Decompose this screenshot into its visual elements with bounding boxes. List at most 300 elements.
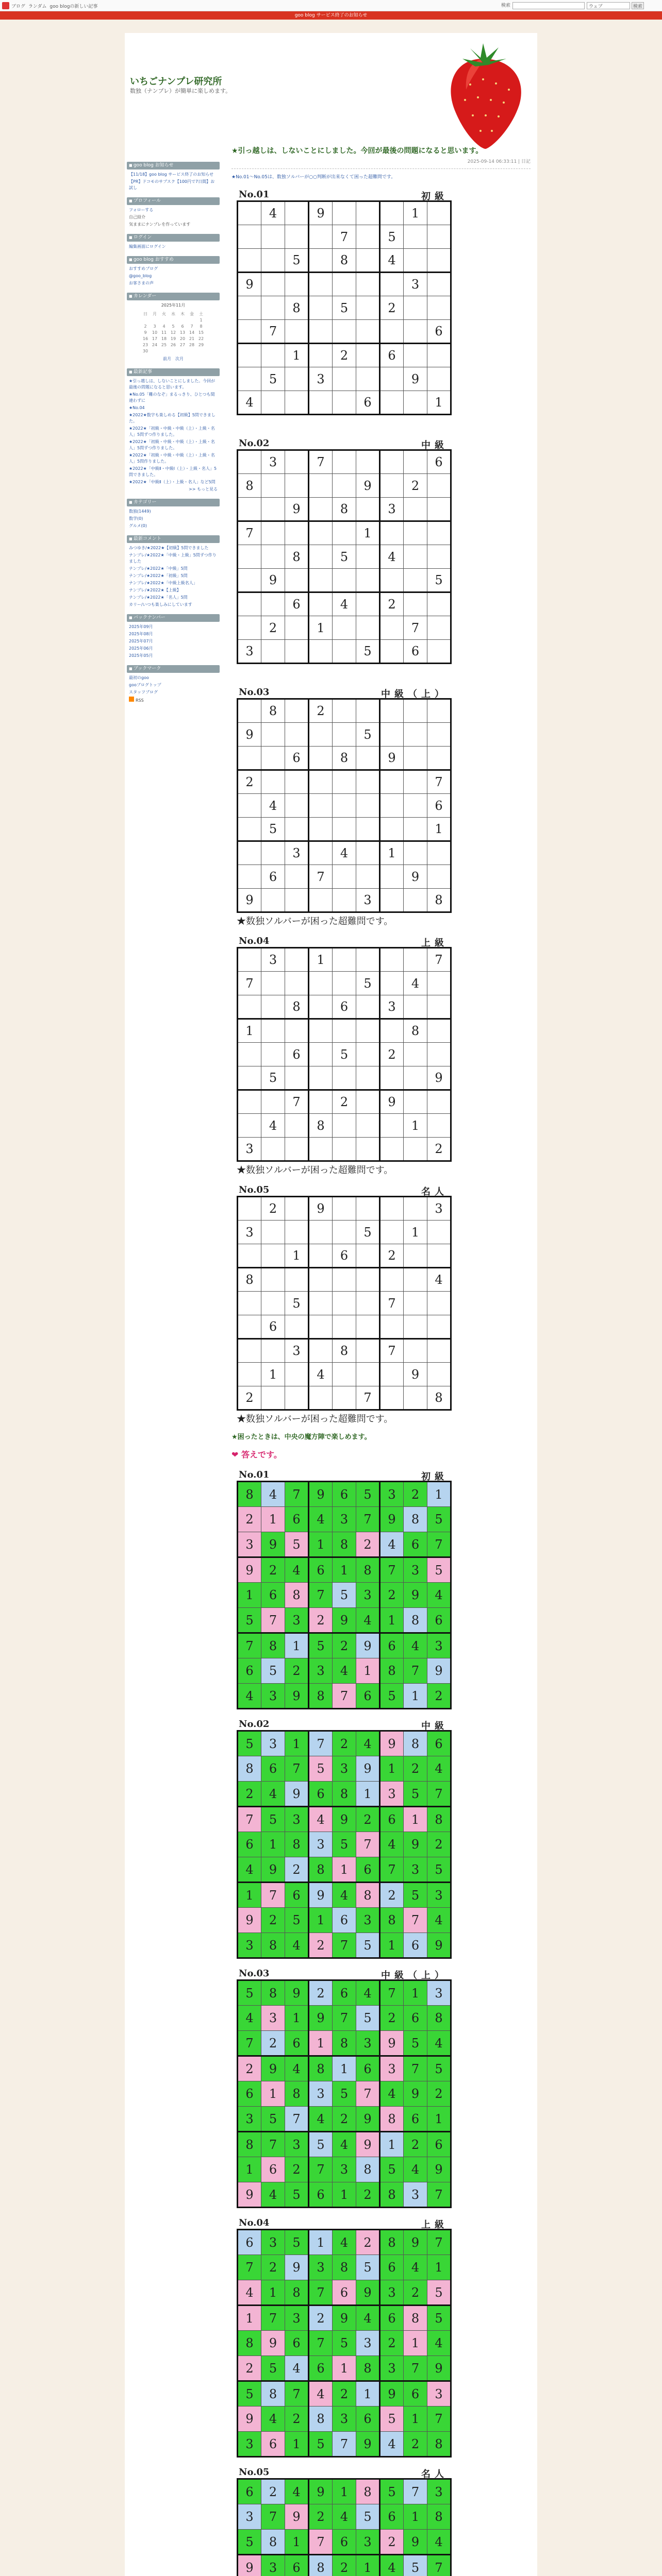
notice-item[interactable]: 【PR】ドコモのサブスク【100円で7日間】お試し	[129, 179, 215, 190]
sudoku-cell: 1	[285, 2432, 309, 2457]
sudoku-cell	[333, 818, 356, 841]
sudoku-cell: 3	[238, 640, 261, 664]
recent-more-link[interactable]: >> もっと見る	[189, 487, 218, 492]
sudoku-cell: 9	[309, 2479, 333, 2504]
sidebar-list-item[interactable]: 数独(1449)	[129, 509, 151, 514]
calendar-day: 25	[161, 342, 167, 347]
sudoku-cell: 1	[380, 841, 404, 865]
sudoku-cell: 5	[356, 1933, 380, 1958]
sudoku-cell: 9	[309, 1883, 333, 1908]
sudoku-cell: 6	[404, 2006, 427, 2031]
puzzle-number: No.03	[239, 687, 270, 698]
sudoku-cell	[404, 1386, 427, 1410]
sudoku-cell: 9	[238, 2406, 261, 2432]
answer-grid	[237, 2478, 452, 2576]
sudoku-cell: 3	[309, 1832, 333, 1857]
sudoku-cell	[333, 201, 356, 225]
sidebar-list-item[interactable]: カリー/いつも楽しみにしています	[129, 602, 192, 607]
sudoku-cell: 8	[285, 2081, 309, 2107]
sudoku-cell	[356, 995, 380, 1019]
calendar-day: 14	[189, 330, 195, 335]
sudoku-cell	[261, 640, 285, 664]
sudoku-cell: 8	[380, 1658, 404, 1684]
sudoku-cell	[285, 972, 309, 995]
sudoku-cell: 8	[427, 1386, 451, 1410]
sudoku-cell: 5	[261, 2356, 285, 2381]
sudoku-cell: 3	[427, 1197, 451, 1221]
sudoku-cell	[261, 1292, 285, 1315]
sidebar-list-item[interactable]: みつゆき/★2022★【初級】5問できました	[129, 546, 209, 550]
sidebar-list-item[interactable]: ★No.04	[129, 405, 145, 410]
sudoku-cell	[356, 225, 380, 249]
sudoku-cell: 4	[427, 1583, 451, 1608]
sudoku-cell: 9	[356, 2280, 380, 2306]
sudoku-cell	[333, 1066, 356, 1090]
sudoku-cell: 2	[380, 2006, 404, 2031]
sudoku-cell: 7	[309, 2157, 333, 2182]
sidebar-list-item[interactable]: ナンプレ/★2022★【上級】	[129, 588, 181, 592]
sudoku-cell	[285, 474, 309, 498]
search-button[interactable]: 検索	[632, 2, 644, 9]
sudoku-cell: 4	[309, 2381, 333, 2406]
sudoku-cell: 5	[309, 2132, 333, 2157]
sudoku-cell: 7	[380, 1980, 404, 2006]
sidebar-list-item[interactable]: グルメ(0)	[129, 523, 147, 528]
sudoku-cell	[309, 273, 333, 296]
sudoku-cell: 8	[285, 1583, 309, 1608]
sudoku-cell: 4	[285, 2479, 309, 2504]
sudoku-cell	[285, 569, 309, 592]
sudoku-cell: 5	[285, 2230, 309, 2255]
sudoku-cell: 5	[285, 249, 309, 273]
sudoku-cell	[380, 818, 404, 841]
sudoku-cell	[333, 1221, 356, 1244]
sudoku-cell	[404, 1090, 427, 1114]
sidebar-recommend	[127, 256, 220, 286]
sudoku-cell: 3	[380, 2356, 404, 2381]
sudoku-cell	[285, 699, 309, 723]
sudoku-cell: 1	[404, 1114, 427, 1138]
sudoku-cell: 2	[356, 1532, 380, 1557]
sudoku-cell	[380, 865, 404, 889]
sidebar-list-item[interactable]: 数学(0)	[129, 516, 143, 521]
calendar-day: 16	[142, 336, 148, 341]
post-date: 2025-09-14 06:33:11 | 日記	[467, 159, 531, 164]
sudoku-cell: 6	[285, 2031, 309, 2056]
search-input[interactable]	[512, 2, 585, 9]
sidebar-list-item[interactable]: ★2022★「中級Ⅱ・中級Ⅰ（上）・上級・名人」5問できました。	[129, 466, 217, 477]
sudoku-cell: 1	[356, 521, 380, 545]
sudoku-cell	[356, 1268, 380, 1292]
sudoku-cell: 3	[356, 1908, 380, 1933]
site-title[interactable]: いちごナンプレ研究所	[130, 76, 222, 87]
sidebar-list-item[interactable]: 2025年06月	[129, 646, 153, 651]
sudoku-cell: 4	[285, 1933, 309, 1958]
rss-link[interactable]	[129, 697, 218, 704]
sudoku-cell	[309, 391, 333, 415]
sudoku-cell: 8	[427, 2006, 451, 2031]
sidebar-list-item[interactable]: ナンプレ/★2022★「中級・上級」5問ずつ作りました	[129, 553, 217, 564]
sudoku-cell: 3	[309, 367, 333, 391]
sidebar-heading: ■ goo blog おすすめ	[127, 256, 220, 264]
sudoku-cell: 9	[261, 569, 285, 592]
sudoku-cell	[309, 1221, 333, 1244]
puzzle-level: 初級	[421, 191, 448, 202]
sudoku-cell	[404, 1315, 427, 1339]
sudoku-cell	[427, 841, 451, 865]
sudoku-cell: 4	[404, 2255, 427, 2280]
sudoku-cell: 8	[427, 889, 451, 912]
sudoku-cell	[356, 1066, 380, 1090]
sudoku-cell: 1	[380, 2132, 404, 2157]
sudoku-cell: 1	[261, 2280, 285, 2306]
sidebar-list-item[interactable]: ★2022★「初級・中級・中級（上）・上級・名人」5問ずつ作りました。	[129, 439, 215, 450]
calendar-day	[159, 348, 169, 354]
sudoku-cell: 3	[380, 498, 404, 521]
page	[125, 33, 537, 2576]
sidebar-list-item[interactable]: 2025年09月	[129, 624, 153, 629]
sudoku-cell: 3	[356, 2031, 380, 2056]
sudoku-cell: 5	[333, 2331, 356, 2356]
sudoku-cell: 1	[309, 2031, 333, 2056]
sudoku-cell: 2	[356, 2230, 380, 2255]
sidebar-list-item[interactable]: ナンプレ/★2022★「中級上級名人」	[129, 581, 197, 585]
calendar-next[interactable]: 次月	[175, 357, 184, 361]
sidebar-list-item[interactable]: ★2022★「中級Ⅱ（上）・上級・名人」など5問	[129, 480, 216, 484]
sudoku-cell: 8	[285, 296, 309, 320]
strawberry-image	[434, 38, 532, 151]
post-lead: ★No.01〜No.05は、数独ソルバーが○○判断が出来なくて困った超難問です。	[231, 168, 531, 180]
sudoku-cell: 3	[380, 1782, 404, 1807]
sudoku-cell	[404, 521, 427, 545]
sudoku-cell: 7	[238, 1633, 261, 1658]
sudoku-cell	[404, 770, 427, 794]
sudoku-cell	[238, 1066, 261, 1090]
sidebar-list-item[interactable]: 2025年07月	[129, 639, 153, 643]
sudoku-cell: 6	[356, 2056, 380, 2081]
top-link-new[interactable]: goo blogの新しい記事	[49, 4, 98, 9]
sudoku-cell: 4	[333, 592, 356, 616]
sudoku-cell: 9	[309, 1197, 333, 1221]
sudoku-cell: 9	[238, 1908, 261, 1933]
sudoku-cell: 7	[427, 948, 451, 972]
sudoku-cell: 5	[333, 1832, 356, 1857]
sudoku-cell: 3	[238, 1138, 261, 1161]
sudoku-cell: 9	[380, 1731, 404, 1756]
sudoku-cell: 8	[380, 2230, 404, 2255]
sudoku-cell: 3	[238, 2107, 261, 2132]
sudoku-cell: 9	[380, 747, 404, 770]
sudoku-cell	[404, 225, 427, 249]
sudoku-cell: 8	[356, 1557, 380, 1583]
sudoku-cell: 5	[261, 818, 285, 841]
sidebar-list-item[interactable]: 2025年05月	[129, 653, 153, 658]
sudoku-cell: 6	[427, 1608, 451, 1633]
sudoku-cell: 9	[404, 2230, 427, 2255]
sudoku-cell: 5	[356, 2006, 380, 2031]
calendar-day	[169, 317, 178, 323]
sudoku-cell: 4	[427, 1756, 451, 1782]
sudoku-cell: 1	[380, 1756, 404, 1782]
sudoku-cell	[261, 1019, 285, 1043]
sudoku-cell	[356, 320, 380, 344]
sudoku-cell	[404, 498, 427, 521]
answer-grid	[237, 1481, 452, 1709]
sudoku-cell: 3	[285, 1608, 309, 1633]
sudoku-cell: 1	[333, 2182, 356, 2208]
notice-item[interactable]: 【11/18】goo blog サービス終了のお知らせ	[129, 172, 214, 177]
sudoku-cell: 4	[309, 2107, 333, 2132]
sudoku-cell: 6	[380, 1807, 404, 1832]
sudoku-cell: 2	[238, 770, 261, 794]
calendar-day: 20	[179, 336, 186, 341]
sudoku-cell: 4	[261, 2406, 285, 2432]
puzzle-note: ★数独ソルバーが困った超難問です。	[237, 1165, 393, 1176]
sudoku-cell	[238, 1339, 261, 1363]
sudoku-cell	[380, 1019, 404, 1043]
sudoku-cell	[261, 770, 285, 794]
sudoku-cell: 7	[333, 1684, 356, 1709]
sudoku-cell: 4	[380, 1832, 404, 1857]
sudoku-cell: 1	[427, 391, 451, 415]
sudoku-cell: 8	[333, 1532, 356, 1557]
puzzle-note: ★数独ソルバーが困った超難問です。	[237, 916, 393, 927]
sudoku-cell: 8	[427, 2504, 451, 2530]
sudoku-cell	[356, 296, 380, 320]
sidebar-list-item[interactable]: ★2022★「初級・中級・中級（上）・上級・名人」5問作りました。	[129, 453, 215, 464]
sudoku-cell	[356, 1019, 380, 1043]
sudoku-cell	[333, 1292, 356, 1315]
sudoku-cell: 6	[261, 1583, 285, 1608]
sidebar-calendar	[127, 293, 220, 362]
sudoku-cell: 6	[238, 2081, 261, 2107]
sudoku-cell	[356, 450, 380, 474]
search-select[interactable]: ウェブ	[587, 2, 630, 9]
top-link-blog[interactable]: ブログ	[11, 4, 26, 9]
sudoku-cell: 5	[309, 1633, 333, 1658]
sudoku-cell: 5	[238, 1731, 261, 1756]
sudoku-cell: 4	[238, 2006, 261, 2031]
sudoku-cell	[380, 1363, 404, 1386]
sidebar-list-item[interactable]: ★2022★数字も楽しめる【初級】5問できました。	[129, 413, 216, 423]
puzzle-number: No.01	[239, 189, 270, 200]
sudoku-cell: 7	[333, 225, 356, 249]
sudoku-cell	[309, 1315, 333, 1339]
sudoku-cell: 3	[333, 1507, 356, 1532]
sudoku-cell: 4	[309, 1363, 333, 1386]
sidebar-list-item[interactable]: 2025年08月	[129, 632, 153, 636]
service-notice-banner[interactable]: goo blog サービス終了のお知らせ	[0, 11, 662, 20]
sudoku-cell	[309, 889, 333, 912]
sudoku-cell: 9	[238, 273, 261, 296]
sudoku-cell: 1	[261, 1832, 285, 1857]
sidebar-list-item[interactable]: 最初のgoo	[129, 675, 149, 680]
sudoku-cell: 2	[404, 474, 427, 498]
sudoku-cell	[404, 592, 427, 616]
sudoku-cell	[309, 1244, 333, 1268]
sudoku-cell	[285, 391, 309, 415]
sudoku-cell: 7	[261, 1608, 285, 1633]
login-link[interactable]: 編集画面にログイン	[129, 244, 166, 249]
sudoku-cell: 2	[380, 592, 404, 616]
recommend-item[interactable]: おすすめブログ	[129, 266, 158, 271]
sudoku-cell: 5	[404, 1782, 427, 1807]
sudoku-cell: 8	[404, 1507, 427, 1532]
sudoku-cell: 2	[309, 699, 333, 723]
sudoku-grid	[237, 947, 452, 1162]
recommend-item[interactable]: お客さまの声	[129, 281, 154, 285]
answer-heading: ❤ 答えです。	[231, 1450, 282, 1460]
sudoku-cell	[261, 995, 285, 1019]
sudoku-cell	[380, 1386, 404, 1410]
sudoku-cell: 6	[261, 2157, 285, 2182]
sudoku-cell: 2	[309, 1608, 333, 1633]
puzzle-level: 名人	[421, 1187, 448, 1197]
sidebar-notice	[127, 162, 220, 191]
sudoku-cell	[333, 699, 356, 723]
sudoku-cell	[333, 1386, 356, 1410]
sudoku-cell: 2	[261, 2255, 285, 2280]
backnumber-list	[127, 624, 220, 659]
sudoku-cell	[238, 1090, 261, 1114]
sudoku-cell: 9	[285, 2255, 309, 2280]
sudoku-cell: 5	[427, 1557, 451, 1583]
sidebar-list-item[interactable]: ★No.05「難のなぞ」まるっきり、ひとつも間違わずに	[129, 392, 215, 403]
sudoku-cell: 5	[356, 1482, 380, 1507]
sudoku-cell	[380, 794, 404, 818]
sidebar-list-item[interactable]: ナンプレ/★2022★「名人」5問	[129, 595, 188, 600]
sudoku-cell	[261, 1244, 285, 1268]
sudoku-cell: 5	[356, 972, 380, 995]
sudoku-cell: 8	[238, 1756, 261, 1782]
sudoku-cell: 4	[238, 1857, 261, 1883]
top-bar	[0, 0, 662, 11]
sudoku-cell	[285, 320, 309, 344]
sudoku-cell: 1	[356, 1658, 380, 1684]
sudoku-cell	[404, 391, 427, 415]
sudoku-cell: 6	[261, 2432, 285, 2457]
sudoku-cell	[238, 201, 261, 225]
sudoku-cell	[238, 1244, 261, 1268]
sudoku-cell: 8	[309, 1857, 333, 1883]
sudoku-cell: 3	[285, 1339, 309, 1363]
sudoku-cell: 4	[380, 2432, 404, 2457]
calendar-prev[interactable]: 前月	[163, 357, 171, 361]
sidebar-list-item[interactable]: ナンプレ/★2022★「中級」5問	[129, 566, 188, 571]
sudoku-cell	[356, 818, 380, 841]
sudoku-cell	[309, 640, 333, 664]
puzzle-level: 中級（上）	[381, 689, 448, 700]
sudoku-cell	[333, 1268, 356, 1292]
sudoku-cell: 2	[238, 2356, 261, 2381]
sudoku-cell: 2	[427, 1684, 451, 1709]
sudoku-cell	[285, 367, 309, 391]
sudoku-cell	[261, 474, 285, 498]
sudoku-cell: 8	[285, 995, 309, 1019]
sudoku-cell: 9	[356, 474, 380, 498]
sudoku-cell: 1	[404, 1980, 427, 2006]
sudoku-cell	[285, 770, 309, 794]
sudoku-cell: 4	[285, 1557, 309, 1583]
top-link-random[interactable]: ランダム	[28, 4, 47, 9]
sudoku-cell	[238, 1315, 261, 1339]
answer-grid	[237, 2229, 452, 2458]
sidebar-list-item[interactable]: ★2022★「初級・中級・中級（上）・上級・名人」5問ずつ作りました。	[129, 426, 215, 437]
sudoku-cell	[285, 723, 309, 747]
sudoku-cell	[238, 320, 261, 344]
sudoku-cell: 7	[238, 972, 261, 995]
sidebar-list-item[interactable]: gooブログトップ	[129, 683, 161, 687]
sudoku-cell	[238, 1292, 261, 1315]
calendar-weekday: 火	[162, 311, 166, 316]
sudoku-cell: 1	[404, 2406, 427, 2432]
sidebar-heading: ■ 最新記事	[127, 368, 220, 376]
sudoku-cell: 7	[261, 1883, 285, 1908]
sidebar-list-item[interactable]: ナンプレ/★2022★「初級」5問	[129, 573, 188, 578]
calendar-day: 5	[172, 324, 175, 329]
follow-button[interactable]: フォローする	[129, 208, 154, 212]
calendar-day: 12	[170, 330, 176, 335]
sudoku-cell: 1	[427, 2107, 451, 2132]
sudoku-cell	[333, 320, 356, 344]
sudoku-cell	[238, 1197, 261, 1221]
sudoku-cell	[333, 273, 356, 296]
sudoku-cell: 4	[238, 1684, 261, 1709]
sudoku-cell: 5	[356, 723, 380, 747]
sudoku-cell: 7	[309, 1583, 333, 1608]
sudoku-cell: 1	[238, 1583, 261, 1608]
sudoku-cell: 7	[380, 1557, 404, 1583]
sudoku-cell	[356, 1114, 380, 1138]
sudoku-cell	[427, 616, 451, 640]
post-title[interactable]: ★引っ越しは、しないことにしました。今回が最後の問題になると思います。	[231, 147, 483, 155]
sudoku-cell	[309, 1386, 333, 1410]
sudoku-cell: 4	[427, 2530, 451, 2555]
sudoku-cell: 3	[285, 2306, 309, 2331]
sudoku-cell	[309, 1019, 333, 1043]
sudoku-cell: 7	[333, 1933, 356, 1958]
sudoku-cell: 3	[427, 1980, 451, 2006]
goo-logo[interactable]	[2, 2, 9, 9]
recommend-item[interactable]: @goo_blog	[129, 274, 152, 278]
sudoku-cell: 7	[238, 1807, 261, 1832]
top-links	[11, 3, 99, 9]
sudoku-cell: 9	[333, 2306, 356, 2331]
sudoku-cell: 9	[427, 2157, 451, 2182]
sudoku-cell: 1	[261, 1363, 285, 1386]
sudoku-cell: 4	[356, 1980, 380, 2006]
sidebar-list-item[interactable]: ★引っ越しは、しないことにしました。今回が最後の問題になると思います。	[129, 379, 216, 389]
sudoku-cell: 4	[333, 2230, 356, 2255]
sudoku-cell	[404, 296, 427, 320]
sudoku-cell: 7	[380, 1857, 404, 1883]
sudoku-cell: 3	[404, 2182, 427, 2208]
sudoku-cell: 2	[261, 2479, 285, 2504]
sudoku-cell: 5	[356, 640, 380, 664]
sudoku-cell	[356, 592, 380, 616]
sudoku-cell	[356, 948, 380, 972]
sudoku-cell	[309, 747, 333, 770]
sudoku-cell	[333, 1019, 356, 1043]
sudoku-cell	[404, 320, 427, 344]
sidebar-list-item[interactable]: スタッフブログ	[129, 690, 158, 694]
sidebar-recent	[127, 368, 220, 493]
sudoku-cell: 4	[261, 201, 285, 225]
sudoku-cell: 4	[333, 1883, 356, 1908]
sudoku-cell: 6	[333, 1908, 356, 1933]
sudoku-cell: 1	[427, 2255, 451, 2280]
comments-list	[127, 545, 220, 608]
